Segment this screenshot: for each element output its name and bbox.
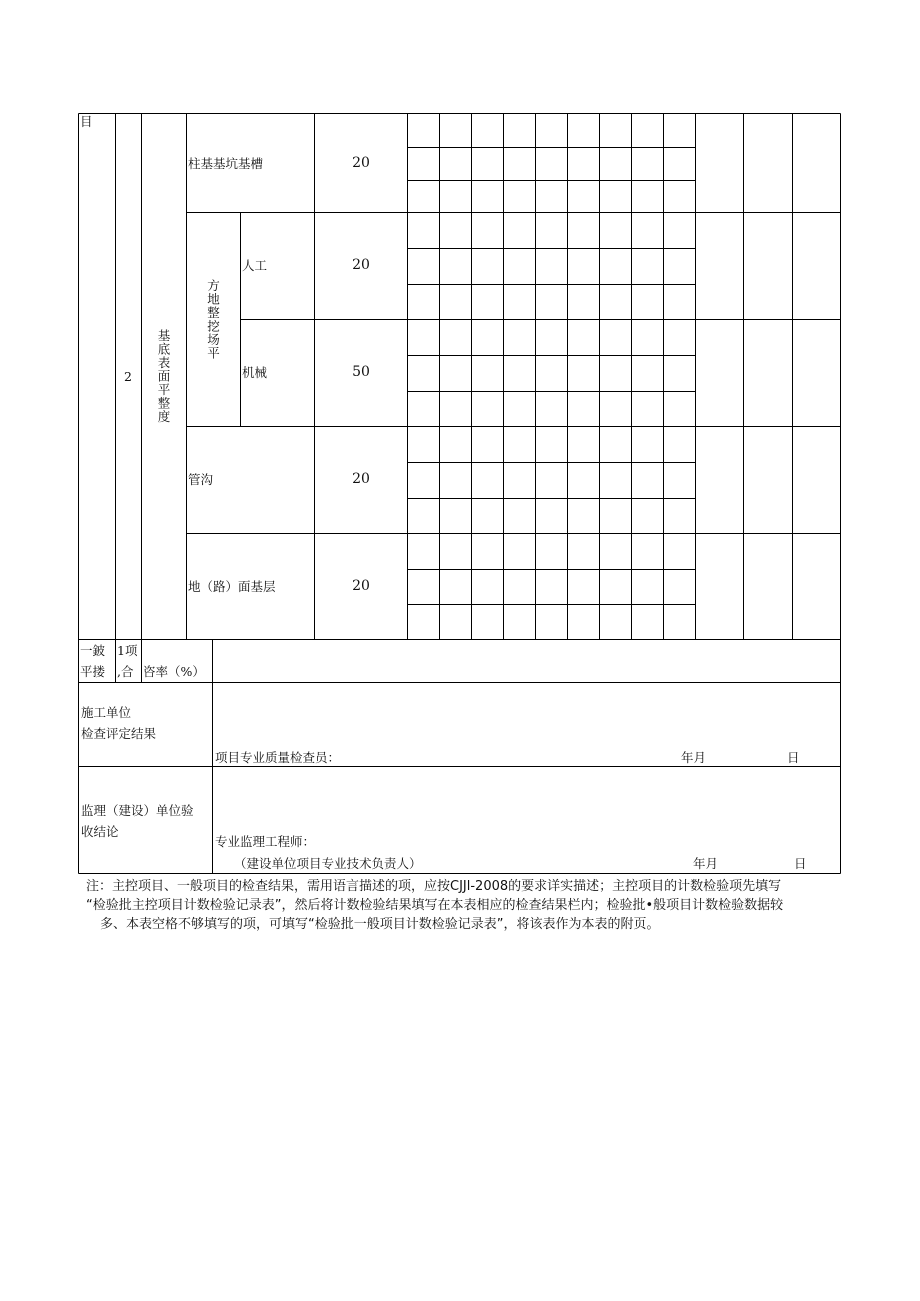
- owner-technical-rep-label: （建设单位项目专业技术负责人）: [234, 856, 422, 871]
- footnote-line-1: 注：主控项目、一般项目的检查结果，需用语言描述的项，应按CJJl-2008的要求详实描述；主控项目的计数检验项先填写: [86, 879, 782, 894]
- row-label-trench: 管沟: [188, 472, 214, 487]
- construction-date-year-month: 年月: [681, 750, 707, 765]
- row-label-road-base: 地（路）面基层: [188, 578, 276, 594]
- earthwork-subitem-vertical: [186, 212, 240, 426]
- general-label-1: [80, 640, 115, 682]
- general-label-2-line1: 1项: [117, 643, 138, 658]
- row-label-pit: 柱基基坑基槽: [188, 155, 264, 171]
- column-mu-label: 目: [80, 114, 93, 129]
- item-name-vertical: [141, 114, 186, 639]
- footnote-line-3: 多、本表空格不够填写的项，可填写“检验批一般项目计数检验记录表”，将该表作为本表的附页。: [100, 917, 660, 932]
- construction-unit-label-line1: 施工单位: [81, 705, 132, 720]
- footnote-line-2: “检验批主控项目计数检验记录表”，然后将计数检验结果填写在本表相应的检查结果栏内；检验批•般项目计数检验数据较: [86, 898, 784, 913]
- supervision-date-day: 日: [794, 856, 807, 871]
- general-pass-rate-label: 咨率（%）: [143, 664, 205, 679]
- general-label-2-line2: ,合: [117, 664, 134, 679]
- row-value-pit: 20: [352, 154, 370, 171]
- supervision-unit-label-line1: 监理（建设）单位验: [81, 803, 194, 818]
- row-label-manual: 人工: [242, 258, 268, 273]
- item-name-text: 基底表面平整度: [156, 329, 171, 424]
- supervising-engineer-label: 专业监理工程师：: [215, 834, 316, 849]
- earthwork-subitem-text: 方地整挖场平: [205, 278, 221, 360]
- row-value-trench: 20: [352, 471, 370, 488]
- supervision-date-year-month: 年月: [693, 856, 719, 871]
- row-label-machine: 机械: [242, 365, 268, 380]
- general-label-1-line2: 平搂: [80, 664, 106, 679]
- quality-inspector-label: 项目专业质量检查员：: [215, 750, 341, 765]
- general-label-1-line1: 一鈹: [80, 643, 106, 658]
- supervision-unit-label: [81, 803, 213, 843]
- row-value-road-base: 20: [352, 577, 370, 594]
- construction-unit-label-line2: 检查评定结果: [81, 726, 157, 741]
- row-value-manual: 20: [352, 257, 370, 274]
- general-label-2: [116, 640, 142, 682]
- construction-unit-label: [81, 705, 213, 745]
- supervision-unit-label-line2: 收结论: [81, 824, 119, 839]
- construction-date-day: 日: [787, 750, 800, 765]
- row-number: 2: [124, 369, 132, 384]
- row-value-machine: 50: [352, 364, 370, 381]
- footnote: [86, 877, 856, 934]
